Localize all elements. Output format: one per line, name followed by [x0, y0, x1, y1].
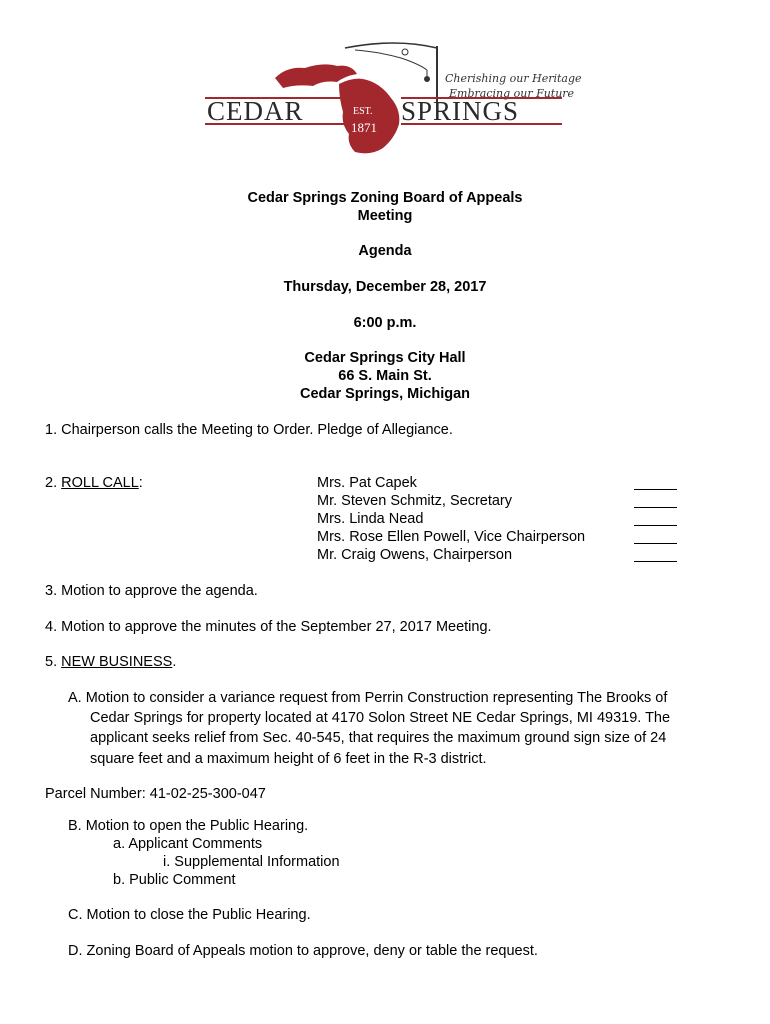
- logo-year: 1871: [351, 120, 377, 135]
- agenda-heading: Agenda: [358, 243, 412, 259]
- item-a-line-2: Cedar Springs for property located at 4170 Solon Street NE Cedar Springs, MI 49319. The: [90, 710, 671, 726]
- title-line-1: Cedar Springs Zoning Board of Appeals: [247, 190, 523, 206]
- logo-graphic: [205, 40, 582, 160]
- agenda-item-5: [45, 653, 176, 671]
- new-business-dot: .: [172, 654, 177, 670]
- item-b: B. Motion to open the Public Hearing.: [68, 818, 309, 834]
- parcel-number: Parcel Number: 41-02-25-300-047: [45, 786, 266, 802]
- item-a-line-4: square feet and a maximum height of 6 feet in the R-3 district.: [90, 751, 487, 767]
- item-2-number: 2.: [45, 475, 62, 491]
- attendance-blank: [634, 507, 677, 508]
- logo-tagline-2: Embracing our Future: [449, 87, 575, 100]
- item-c: C. Motion to close the Public Hearing.: [68, 907, 311, 923]
- agenda-item-3: 3. Motion to approve the agenda.: [45, 583, 258, 599]
- location-line-3: Cedar Springs, Michigan: [300, 386, 470, 402]
- logo-tagline-1: Cherishing our Heritage: [445, 72, 582, 85]
- item-b-a: a. Applicant Comments: [113, 836, 263, 852]
- logo-est: EST.: [353, 106, 373, 117]
- item-b-a-i: i. Supplemental Information: [163, 854, 340, 870]
- cedar-springs-logo: [205, 40, 582, 160]
- roll-call-member: Mr. Steven Schmitz, Secretary: [317, 493, 513, 509]
- roll-call-member: Mrs. Rose Ellen Powell, Vice Chairperson: [317, 529, 586, 545]
- item-b-b: b. Public Comment: [113, 872, 236, 888]
- agenda-item-1: 1. Chairperson calls the Meeting to Order. Pledge of Allegiance.: [45, 422, 453, 438]
- agenda-item-4: 4. Motion to approve the minutes of the September 27, 2017 Meeting.: [45, 619, 492, 635]
- meeting-date: Thursday, December 28, 2017: [283, 279, 487, 295]
- item-a-line-3: applicant seeks relief from Sec. 40-545, that requires the maximum ground sign size of 24: [90, 730, 667, 746]
- agenda-item-2: [45, 474, 143, 492]
- attendance-blank: [634, 543, 677, 544]
- item-5-number: 5.: [45, 654, 62, 670]
- meeting-time: 6:00 p.m.: [353, 315, 417, 331]
- item-a-line-1: A. Motion to consider a variance request from Perrin Construction representing The Brooks of: [68, 690, 668, 706]
- title-line-2: Meeting: [357, 208, 413, 224]
- attendance-blank: [634, 525, 677, 526]
- new-business-heading: NEW BUSINESS: [61, 654, 173, 670]
- roll-call-member: Mr. Craig Owens, Chairperson: [317, 547, 513, 563]
- attendance-blank: [634, 561, 677, 562]
- location-line-1: Cedar Springs City Hall: [304, 350, 466, 366]
- roll-call-heading: ROLL CALL: [61, 475, 139, 491]
- attendance-blank: [634, 489, 677, 490]
- roll-call-member: Mrs. Pat Capek: [317, 475, 417, 491]
- roll-call-member: Mrs. Linda Nead: [317, 511, 424, 527]
- logo-word-springs: SPRINGS: [401, 96, 520, 126]
- item-d: D. Zoning Board of Appeals motion to approve, deny or table the request.: [68, 943, 538, 959]
- logo-word-cedar: CEDAR: [207, 96, 304, 126]
- location-line-2: 66 S. Main St.: [338, 368, 432, 384]
- roll-call-colon: :: [138, 475, 143, 491]
